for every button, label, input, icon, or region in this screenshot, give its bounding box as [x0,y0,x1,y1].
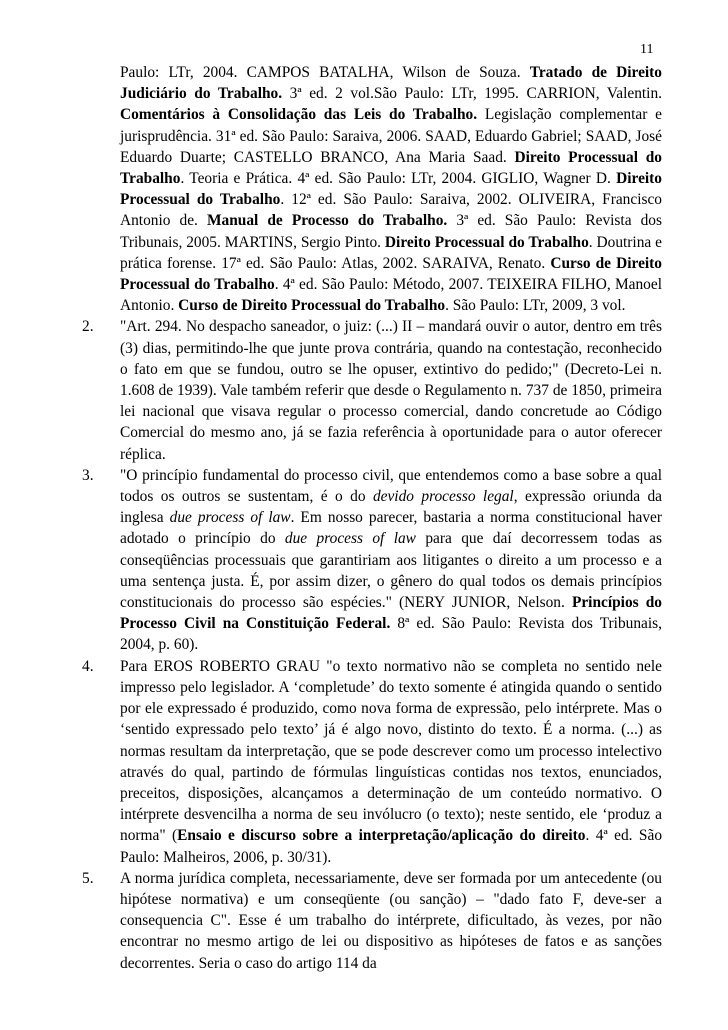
footnote-text: . São Paulo: LTr, 2009, 3 vol. [445,297,626,315]
footnote-4 [82,656,662,868]
footnote-2 [82,316,662,464]
footnote-text: 3ª ed. 2 vol.São Paulo: LTr, 1995. CARRION, Valentin. [282,85,662,103]
footnote-text: Para EROS ROBERTO GRAU "o texto normativo não se completa no sentido nele impresso pelo legislador. A ‘completude’ do texto somente é atingida quando o sentido por ele expressado é produzido, como nova forma de expressão, pelo intérprete. Mas o ‘sentido expressado pelo texto’ já é algo novo, distinto do texto. É a norma. (...) as normas resultam da interpretação, que se pode descrever como um processo intelectivo através do qual, partindo de fórmulas linguísticas contidas nos textos, enunciados, preceitos, disposições, alcançamos a determinação de um conteúdo normativo. O intérprete desvencilha a norma de seu invólucro (o texto); neste sentido, ele ‘produz a norma" ( [120,657,662,845]
footnote-text: . 4ª ed. São Paulo: Método, 2007. TEIXEIRA FILHO, Manoel Antonio. [120,276,662,315]
book-title: Tratado de Direito Judiciário do Trabalho. [120,64,663,103]
footnote-3 [82,465,662,656]
footnote-text: . Teoria e Prática. 4ª ed. São Paulo: LTr, 2004. GIGLIO, Wagner D. [180,170,617,188]
book-title: Manual de Processo do Trabalho. [206,212,448,230]
footnote-text: A norma jurídica completa, necessariamente, deve ser formada por um antecedente (ou hipótese normativa) e um conseqüente (ou sanção) – "dado fato F, deve-ser a consequencia C". Esse é um trabalho do intérprete, dificultado, às vezes, por não encontrar no mesmo artigo de lei ou dispositivo as hipóteses de fatos e as sanções decorrentes. Seria o caso do artigo 114 da [120,869,662,972]
footnote-text: . 4ª ed. São Paulo: Malheiros, 2006, p. 30/31). [120,827,663,866]
footnote-number: 2. [82,318,94,336]
footnote-number: 4. [82,657,94,675]
footnote-text: 3ª ed. São Paulo: Revista dos Tribunais, 2005. MARTINS, Sergio Pinto. [120,212,662,251]
footnote-text: "Art. 294. No despacho saneador, o juiz: (...) II – mandará ouvir o autor, dentro em três (3) dias, permitindo-lhe que junte prova contrária, quando na contestação, reconhecido o fato em que se fundou, outro se lhe opuser, extintivo do pedido;" (Decreto-Lei n. 1.608 de 1939). Vale também referir que desde o Regulamento n. 737 de 1850, primeira lei nacional que visava regular o processo comercial, dando concretude ao Código Comercial do mesmo ano, já se fazia referência à oportunidade para o autor oferecer réplica. [120,318,662,463]
footnote-text: . Doutrina e prática forense. 17ª ed. São Paulo: Atlas, 2002. SARAIVA, Renato. [120,233,662,272]
footnotes-list [82,62,662,974]
footnote-text: , expressão oriunda da inglesa [120,488,663,527]
book-title: Princípios do Processo Civil na Constituição Federal. [120,594,662,633]
book-title: Ensaio e discurso sobre a interpretação/aplicação do direito [177,827,586,845]
book-title: Direito Processual do Trabalho [120,170,662,209]
footnote-1-continuation [82,62,662,316]
footnote-text: Legislação complementar e jurisprudência. 31ª ed. São Paulo: Saraiva, 2006. SAAD, Eduardo Gabriel; SAAD, José Eduardo Duarte; CASTELLO BRANCO, Ana Maria Saad. [120,106,662,166]
italic-term: due process of law [169,509,291,527]
italic-term: devido processo legal [372,488,514,506]
book-title: Comentários à Consolidação das Leis do Trabalho. [120,106,478,124]
footnote-text: Paulo: LTr, 2004. CAMPOS BATALHA, Wilson de Souza. [120,64,530,81]
footnote-text: 8ª ed. São Paulo: Revista dos Tribunais, 2004, p. 60). [120,615,662,654]
footnote-5 [82,868,662,974]
page-number: 11 [640,42,654,57]
book-title: Direito Processual do Trabalho [120,148,662,188]
book-title: Curso de Direito Processual do Trabalho [178,297,446,315]
footnote-text: . Em nosso parecer, bastaria a norma constitucional haver adotado o princípio do [120,509,662,548]
book-title: Direito Processual do Trabalho [384,233,589,251]
footnote-text: para que daí decorressem todas as conseqüências processuais que garantiriam aos litigantes o direito a um processo e a uma sentença justa. É, por assim dizer, o gênero do qual todos os demais princípios constitucionais do processo são espécies." (NERY JUNIOR, Nelson. [120,530,662,612]
book-title: Curso de Direito Processual do Trabalho [120,254,662,294]
footnote-number: 5. [82,869,94,887]
footnote-text: . 12ª ed. São Paulo: Saraiva, 2002. OLIVEIRA, Francisco Antonio de. [120,191,662,230]
italic-term: due process of law [284,530,416,548]
footnote-text: "O princípio fundamental do processo civil, que entendemos como a base sobre a qual todos os outros se sustentam, é o do [120,466,662,506]
footnote-number: 3. [82,466,94,484]
